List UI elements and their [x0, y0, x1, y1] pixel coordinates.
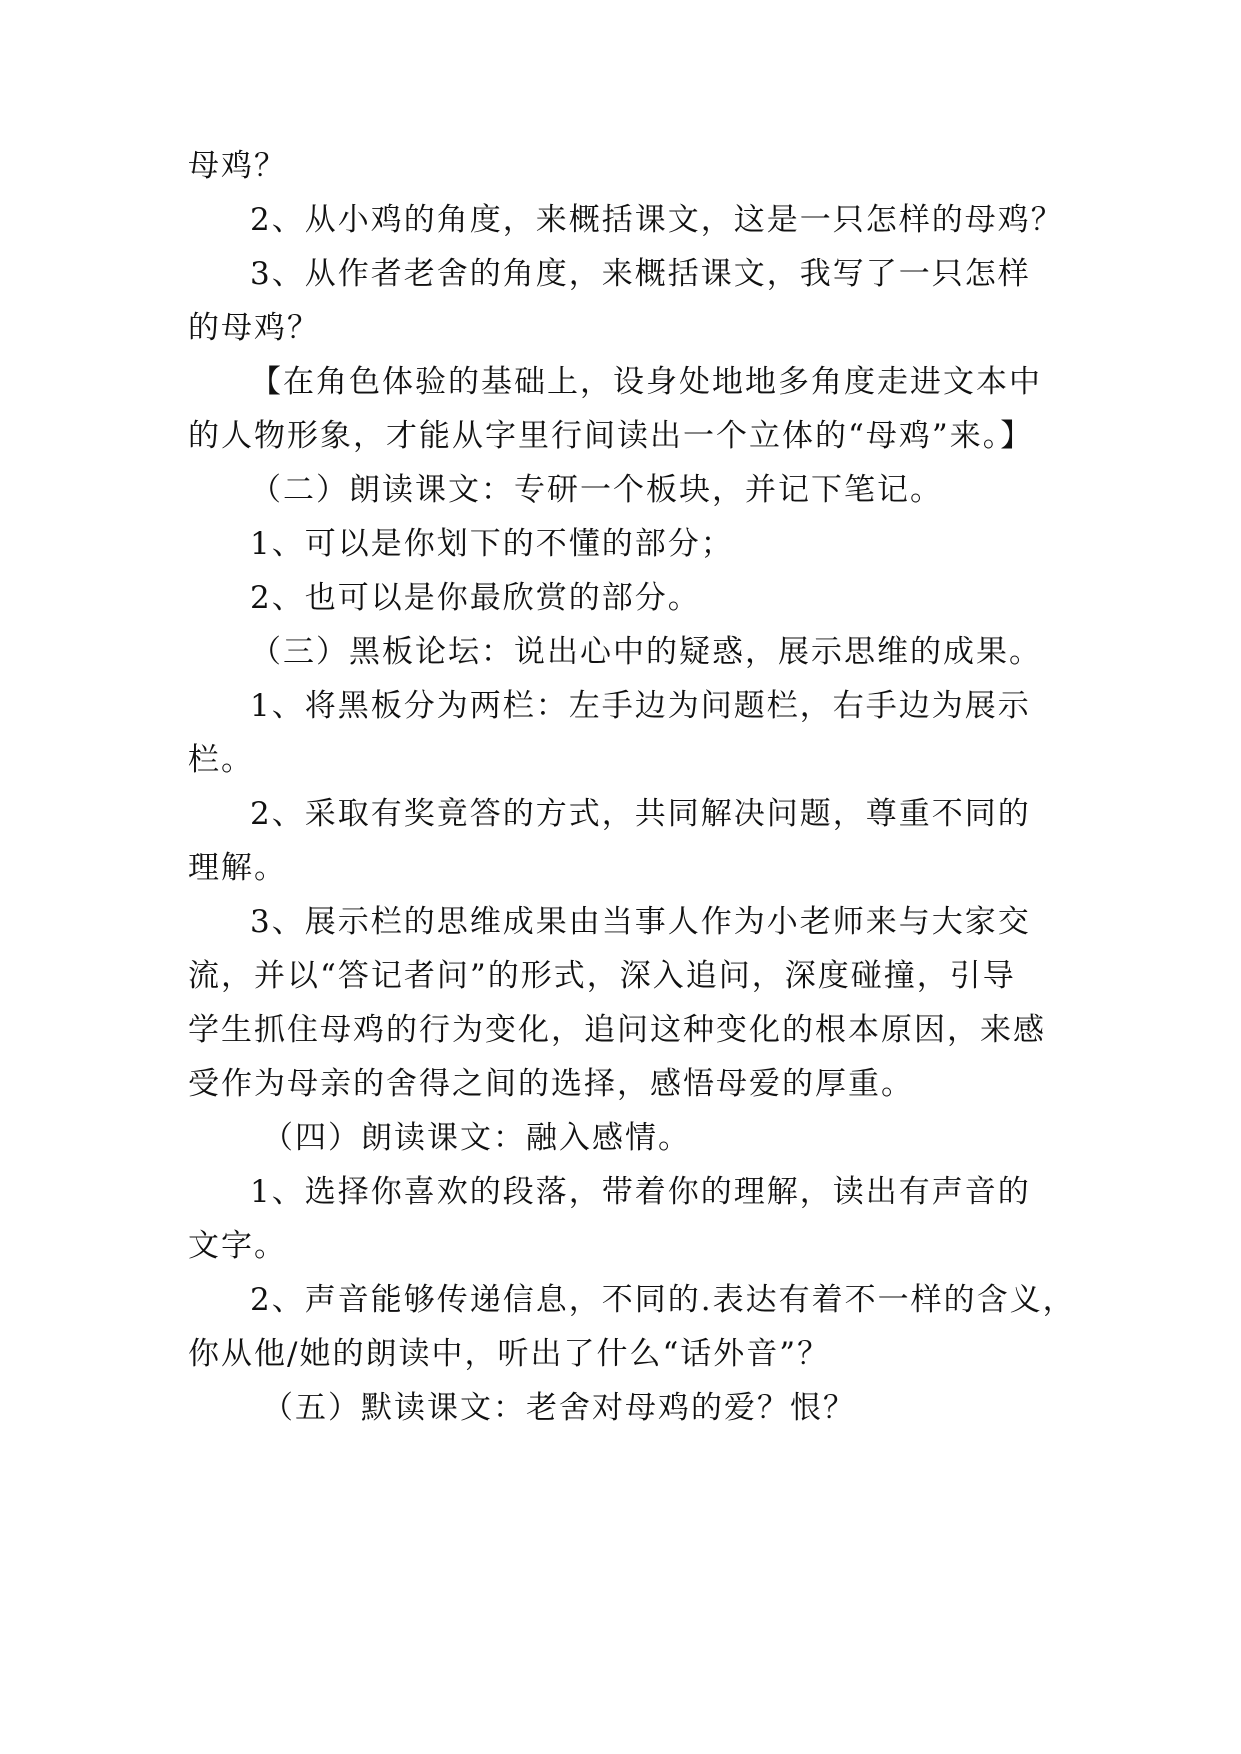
paragraph-line: 母鸡？ — [188, 148, 287, 184]
section-heading: （五）默读课文：老舍对母鸡的爱？恨？ — [262, 1390, 856, 1426]
paragraph-line: 【在角色体验的基础上，设身处地地多角度走进文本中 — [250, 364, 1042, 400]
paragraph-line: 2、声音能够传递信息，不同的.表达有着不一样的含义， — [250, 1282, 1076, 1318]
paragraph-line: 学生抓住母鸡的行为变化，追问这种变化的根本原因，来感 — [188, 1012, 1046, 1048]
paragraph-line: 理解。 — [188, 850, 287, 886]
paragraph-line: 2、也可以是你最欣赏的部分。 — [250, 580, 701, 616]
paragraph-line: 流，并以“答记者问”的形式，深入追问，深度碰撞，引导 — [188, 958, 1016, 994]
paragraph-line: 1、将黑板分为两栏：左手边为问题栏，右手边为展示 — [250, 688, 1031, 724]
section-heading: （二）朗读课文：专研一个板块，并记下笔记。 — [250, 472, 943, 508]
paragraph-line: 的人物形象，才能从字里行间读出一个立体的“母鸡”来。】 — [188, 418, 1034, 454]
paragraph-line: 3、从作者老舍的角度，来概括课文，我写了一只怎样 — [250, 256, 1031, 292]
paragraph-line: 的母鸡？ — [188, 310, 320, 346]
paragraph-line: 2、从小鸡的角度，来概括课文，这是一只怎样的母鸡？ — [250, 202, 1064, 238]
paragraph-line: 1、可以是你划下的不懂的部分； — [250, 526, 734, 562]
paragraph-line: 栏。 — [188, 742, 254, 778]
paragraph-line: 受作为母亲的舍得之间的选择，感悟母爱的厚重。 — [188, 1066, 914, 1102]
paragraph-line: 3、展示栏的思维成果由当事人作为小老师来与大家交 — [250, 904, 1031, 940]
paragraph-line: 2、采取有奖竟答的方式，共同解决问题，尊重不同的 — [250, 796, 1031, 832]
paragraph-line: 文字。 — [188, 1228, 287, 1264]
paragraph-line: 1、选择你喜欢的段落，带着你的理解，读出有声音的 — [250, 1174, 1031, 1210]
paragraph-line: 你从他/她的朗读中，听出了什么“话外音”？ — [188, 1336, 831, 1372]
section-heading: （四）朗读课文：融入感情。 — [262, 1120, 691, 1156]
section-heading: （三）黑板论坛：说出心中的疑惑，展示思维的成果。 — [250, 634, 1042, 670]
